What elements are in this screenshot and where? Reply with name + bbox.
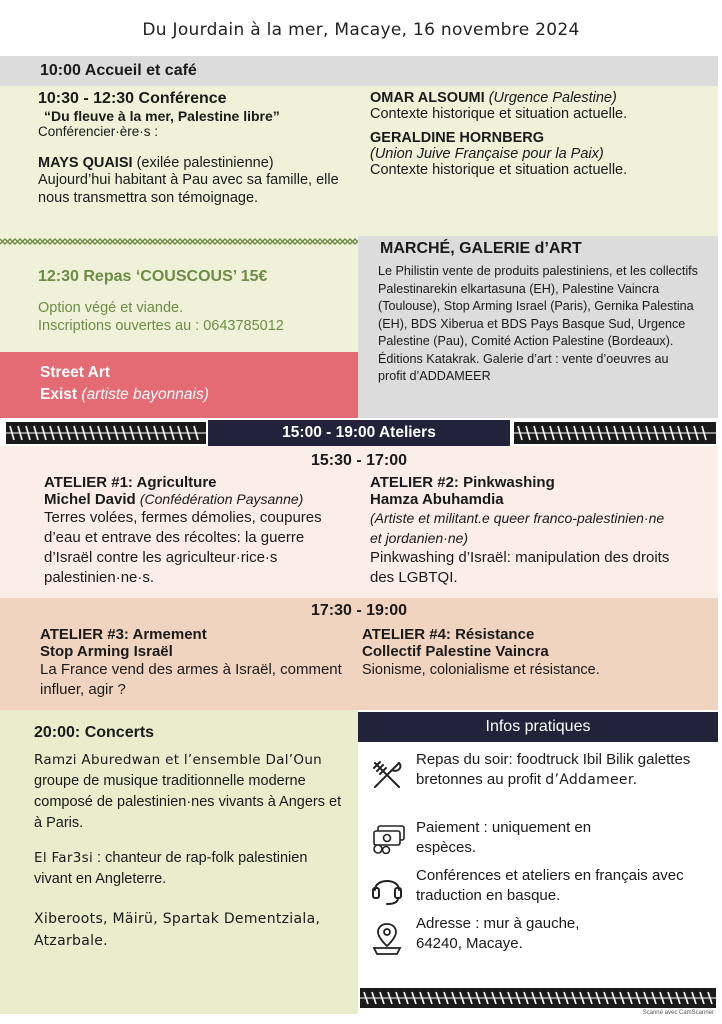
- location-pin-icon: [370, 920, 404, 956]
- atelier1: [44, 474, 354, 588]
- concerts-title: 20:00: Concerts: [34, 724, 155, 741]
- concerts-box: [0, 710, 358, 1014]
- pattern-strip-right: [514, 422, 716, 444]
- marche-text: Le Philistin vente de produits palestiniens, et les collectifs Palestinarekin elkartasuna (EH), Palestine Vaincra (Toulouse), Stop Arming Israel (Paris), Gernika Palestina (EH), BDS Xiberua et BDS Pays Basque Sud, Urgence Palestine (Pau), Comité Action Palestine (Bordeaux). Éditions Katakrak. Galerie d’art : vente d’oeuvres au profit d’ADDAMEER: [378, 264, 698, 383]
- concerts-group2: [34, 848, 346, 890]
- repas-title: 12:30 Repas ‘COUSCOUS’ 15€: [38, 268, 268, 285]
- speaker2-name: OMAR ALSOUMI: [370, 90, 485, 106]
- a4-desc: Sionisme, colonialisme et résistance.: [362, 662, 600, 678]
- a2-name: Hamza Abuhamdia: [370, 491, 504, 508]
- speaker3-desc: Contexte historique et situation actuelle.: [370, 162, 628, 178]
- group2-desc: : chanteur de rap-folk palestinien vivant en Angleterre.: [34, 850, 308, 887]
- ateliers-header-bar: [208, 420, 510, 446]
- atelier3: [40, 626, 350, 700]
- accueil-band: [0, 56, 718, 86]
- conference-time: 10:30 - 12:30 Conférence: [38, 90, 227, 107]
- conference-left: [38, 90, 358, 207]
- group1-name: Ramzi Aburedwan et l’ensemble Dal’Oun: [34, 752, 323, 768]
- speakers-label: Conférencier·ère·s :: [38, 124, 159, 139]
- info-payment-text: Paiement : uniquement en espèces.: [416, 819, 592, 856]
- accueil-label: 10:00 Accueil et café: [40, 62, 197, 79]
- concerts-group3: Xiberoots, Mäirü, Spartak Dementziala, Atzarbale.: [34, 911, 321, 949]
- info-address-text: Adresse : mur à gauche, 64240, Macaye.: [416, 915, 580, 952]
- group2-name: El Far3si: [34, 850, 93, 866]
- conference-band: [0, 86, 718, 236]
- a1-desc: Terres volées, fermes démolies, coupures d’eau et entrave des récoltes: la guerre d’Israël contre les agriculteur·rice·s palestinien·ne·s.: [44, 509, 322, 586]
- speaker3-role: (Union Juive Française pour la Paix): [370, 146, 604, 162]
- concerts-group1: [34, 750, 346, 834]
- repas-option: Option végé et viande.: [38, 300, 184, 316]
- marche-title: MARCHÉ, GALERIE d’ART: [380, 240, 582, 257]
- conference-right: [370, 90, 710, 178]
- a1-title: ATELIER #1: Agriculture: [44, 474, 217, 491]
- a2-title: ATELIER #2: Pinkwashing: [370, 474, 555, 491]
- slot2-time: 17:30 - 19:00: [310, 602, 408, 619]
- infos-title: Infos pratiques: [485, 718, 591, 735]
- a1-name: Michel David: [44, 491, 136, 508]
- street-art-box: [0, 352, 358, 418]
- cash-icon: [370, 824, 406, 854]
- street-art-title: Street Art: [40, 364, 111, 381]
- a4-title: ATELIER #4: Résistance: [362, 626, 535, 643]
- page-title: Du Jourdain à la mer, Macaye, 16 novembre 2024: [142, 20, 580, 40]
- atelier4: [362, 626, 692, 680]
- street-art-artist-role: (artiste bayonnais): [81, 386, 209, 403]
- pattern-strip-bottom: [360, 988, 716, 1008]
- repas-inscriptions: Inscriptions ouvertes au : 0643785012: [38, 318, 284, 334]
- street-art-artist: Exist: [40, 386, 78, 403]
- street-art-artist-line: [40, 386, 209, 404]
- ateliers-slot2-band: [0, 598, 718, 710]
- a1-role: (Confédération Paysanne): [139, 491, 304, 507]
- speaker2-desc: Contexte historique et situation actuelle.: [370, 106, 628, 122]
- speaker1-desc: Aujourd’hui habitant à Pau avec sa famille, elle nous transmettra son témoignage.: [38, 172, 339, 206]
- pattern-strip-left: [6, 422, 206, 444]
- zigzag-divider: [0, 236, 358, 248]
- a2-role: (Artiste et militant.e queer franco-palestinien·ne et jordanien·ne): [370, 510, 665, 546]
- a3-name: Stop Arming Israël: [40, 643, 173, 660]
- infos-header-bar: [358, 712, 718, 742]
- marche-box: [358, 236, 718, 418]
- conference-title: “Du fleuve à la mer, Palestine libre”: [44, 108, 280, 124]
- repas-box: [0, 236, 358, 352]
- a3-title: ATELIER #3: Armement: [40, 626, 207, 643]
- info-language-text: Conférences et ateliers en français avec traduction en basque.: [416, 867, 684, 904]
- speaker1-name: MAYS QUAISI: [38, 155, 133, 171]
- atelier2: [370, 474, 670, 588]
- ateliers-slot1-band: [0, 446, 718, 598]
- a3-desc: La France vend des armes à Israël, comment influer, agir ?: [40, 661, 342, 698]
- speaker2-role: (Urgence Palestine): [488, 90, 617, 106]
- speaker1-role: (exilée palestinienne): [136, 155, 274, 171]
- headset-icon: [370, 870, 404, 906]
- a2-desc: Pinkwashing d’Israël: manipulation des droits des LGBTQI.: [370, 549, 670, 586]
- a4-name: Collectif Palestine Vaincra: [362, 643, 549, 660]
- group1-desc: groupe de musique traditionnelle moderne composé de palestinien·nes vivants à Angers et à Paris.: [34, 773, 342, 831]
- speaker3-name: GERALDINE HORNBERG: [370, 130, 545, 146]
- slot1-time: 15:30 - 17:00: [310, 452, 408, 469]
- info-food-text: Repas du soir: foodtruck Ibil Bilik galettes bretonnes au profit: [416, 751, 691, 788]
- info-food-extra: d’Addameer.: [545, 772, 638, 788]
- ateliers-header: 15:00 - 19:00 Ateliers: [282, 424, 436, 441]
- fork-knife-icon: [370, 758, 404, 792]
- scan-footer: Scanné avec CamScanner: [642, 1010, 714, 1016]
